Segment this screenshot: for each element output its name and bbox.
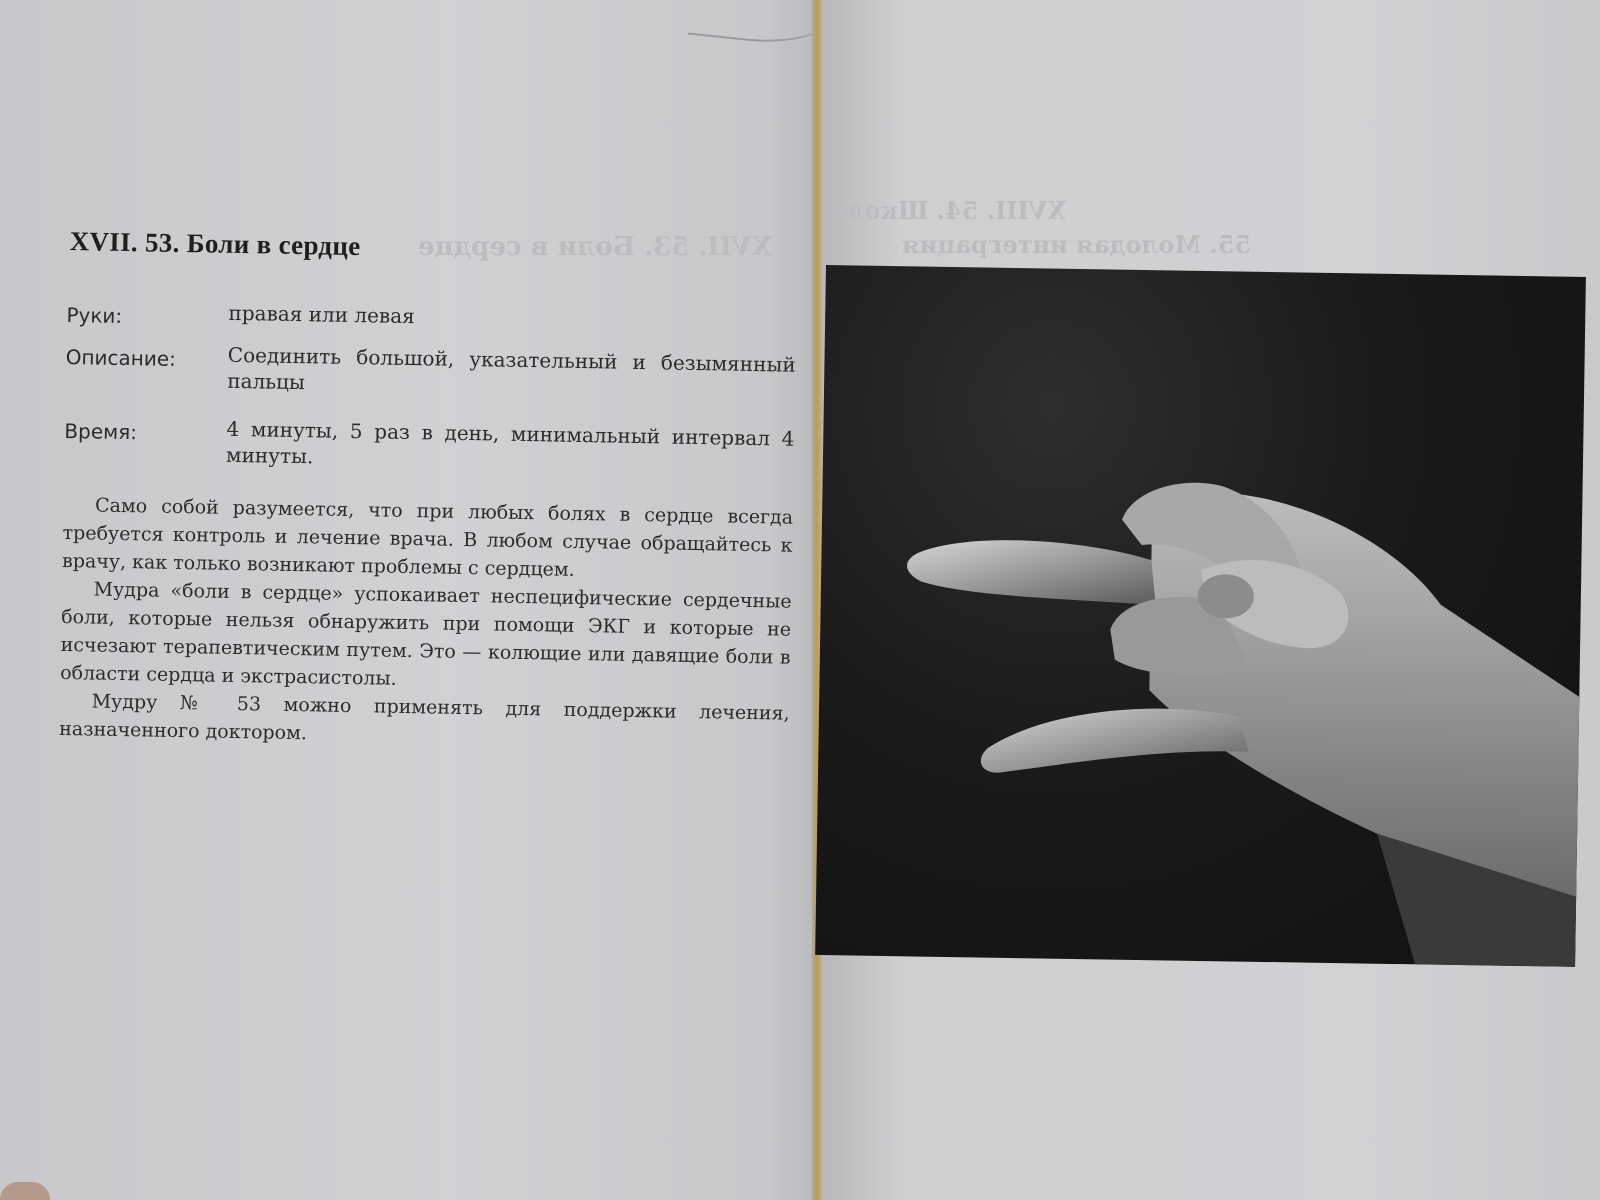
- page-content: [59, 226, 798, 756]
- section-heading: XVII. 53. Боли в сердце: [69, 226, 361, 262]
- field-label: Время:: [64, 418, 138, 445]
- field-value: правая или левая: [228, 300, 415, 329]
- bleed-through-text: 55. Молодая интеграция: [902, 230, 1252, 259]
- field-time: [64, 413, 795, 478]
- field-value: Соединить большой, указательный и безымянный пальцы: [227, 342, 796, 395]
- hand-illustration: [815, 265, 1586, 967]
- page-curl: [688, 0, 833, 49]
- paragraph: Само собой разумеется, что при любых болях в сердце всегда требуется контроль и лечение врача. В любом случае обращайтесь к врачу, как только возникают проблемы с сердцем.: [61, 494, 794, 581]
- field-label: Описание:: [65, 344, 177, 371]
- index-finger: [906, 539, 1156, 606]
- paragraph: Мудру № 53 можно применять для поддержки лечения, назначенного доктором.: [59, 690, 790, 745]
- paragraph: Мудра «боли в сердце» успокаивает неспецифические сердечные боли, которые нельзя обнаружить при помощи ЭКГ и которые не исчезают терапевтическим путем. Это — колющие или давящие боли в области сердца и экстрасистолы.: [60, 578, 792, 690]
- field-hands: [66, 297, 796, 340]
- bleed-through-text: XVIII. 54. Школа: [832, 196, 1066, 225]
- field-description: [65, 339, 796, 404]
- body-text: [59, 491, 793, 756]
- thumb-edge: [0, 1182, 50, 1200]
- hand-mudra-photo: [815, 265, 1586, 967]
- pinky-finger: [981, 706, 1249, 777]
- field-label: Руки:: [66, 302, 123, 328]
- field-value: 4 минуты, 5 раз в день, минимальный интервал 4 минуты.: [225, 416, 795, 469]
- bleed-through-text: XVII. 53. Боли в сердце: [418, 232, 773, 262]
